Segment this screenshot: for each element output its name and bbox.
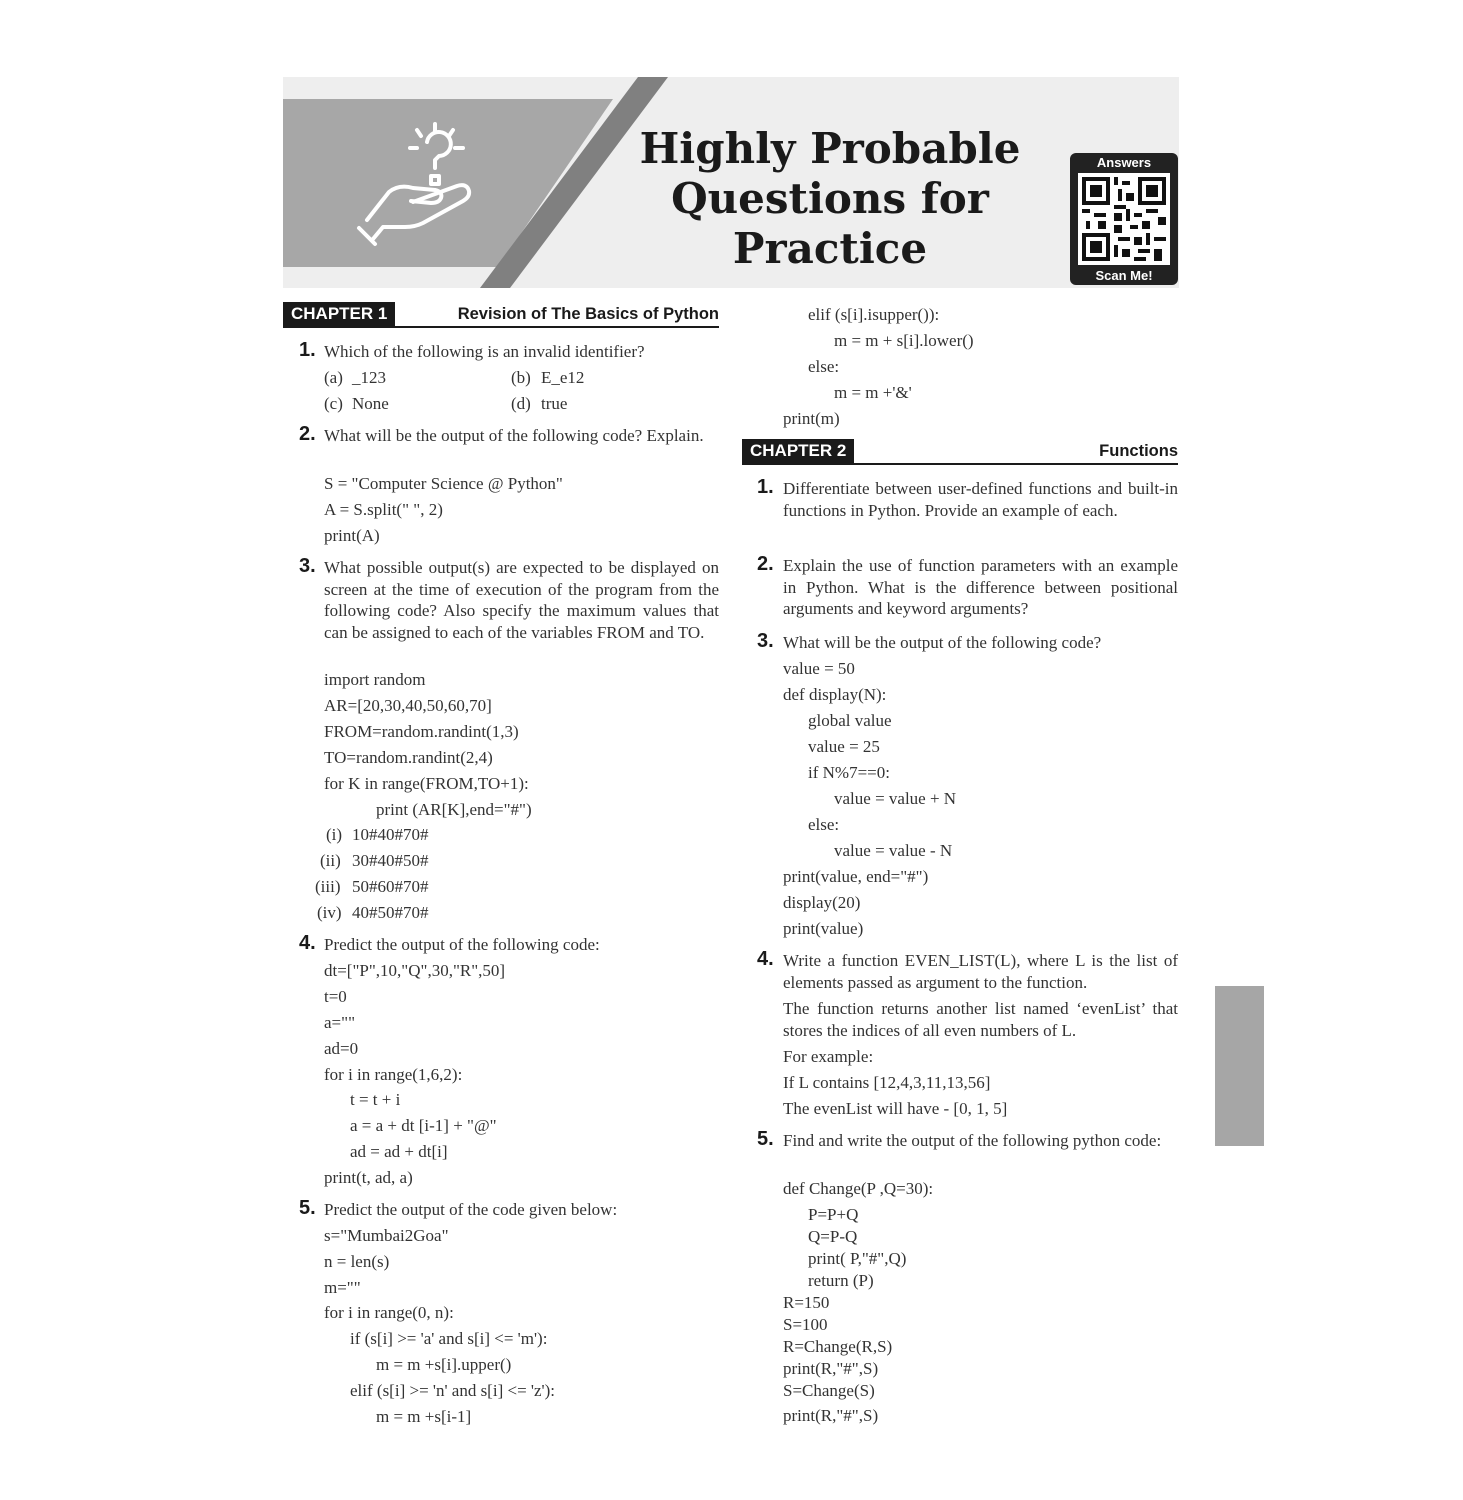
example-line: For example: — [783, 1047, 874, 1066]
code-line: print(A) — [324, 526, 380, 545]
code-line: a = a + dt [i-1] + "@" — [350, 1116, 497, 1135]
code-line: value = value + N — [834, 789, 957, 808]
question-text: Differentiate between user-defined functions and built-in functions in Python. Provide an example of each. — [783, 479, 1178, 520]
code-line: value = 50 — [783, 659, 855, 678]
code-line: for i in range(0, n): — [324, 1303, 454, 1322]
option-label: (b) — [511, 368, 531, 387]
code-line: if N%7==0: — [808, 763, 890, 782]
code-line: R=150 — [783, 1293, 830, 1312]
code-line: TO=random.randint(2,4) — [324, 748, 493, 767]
title-line-2: Questions for — [671, 174, 989, 223]
code-line: elif (s[i] >= 'n' and s[i] <= 'z'): — [350, 1381, 555, 1400]
code-line: print(m) — [783, 409, 840, 428]
question-text: Write a function EVEN_LIST(L), where L is the list of elements passed as argument to the function. — [783, 951, 1178, 992]
code-line: n = len(s) — [324, 1252, 390, 1271]
code-line: else: — [808, 815, 840, 834]
page-title — [620, 124, 1040, 274]
code-line: print(R,"#",S) — [783, 1359, 879, 1378]
option-text: _123 — [352, 368, 386, 387]
option-text: 30#40#50# — [352, 851, 429, 870]
code-line: global value — [808, 711, 892, 730]
code-line: for i in range(1,6,2): — [324, 1065, 463, 1084]
code-line: t = t + i — [350, 1090, 401, 1109]
option-label: (c) — [324, 394, 343, 413]
code-line: m = m +'&' — [834, 383, 912, 402]
qr-code-icon — [1078, 173, 1170, 265]
chapter-1-title: Revision of The Basics of Python — [457, 305, 719, 323]
code-line: a="" — [324, 1013, 356, 1032]
code-line: elif (s[i].isupper()): — [808, 305, 940, 324]
code-line: t=0 — [324, 987, 347, 1006]
code-line: for K in range(FROM,TO+1): — [324, 774, 529, 793]
chapter-1-rule — [283, 326, 719, 328]
question-number: 1. — [757, 476, 774, 498]
code-line: R=Change(R,S) — [783, 1337, 893, 1356]
code-line: import random — [324, 670, 426, 689]
question-number: 4. — [757, 948, 774, 970]
code-line: ad=0 — [324, 1039, 359, 1058]
option-text: None — [352, 394, 389, 413]
chapter-2-tag: CHAPTER 2 — [742, 439, 854, 463]
code-line: m="" — [324, 1278, 361, 1297]
option-label: (iv) — [317, 903, 342, 922]
code-line: P=P+Q — [808, 1205, 859, 1224]
code-line: print( P,"#",Q) — [808, 1249, 907, 1268]
option-label: (ii) — [320, 851, 341, 870]
code-line: S = "Computer Science @ Python" — [324, 474, 563, 493]
option-label: (d) — [511, 394, 531, 413]
code-line: S=Change(S) — [783, 1381, 875, 1400]
code-line: A = S.split(" ", 2) — [324, 500, 443, 519]
code-line: s="Mumbai2Goa" — [324, 1226, 449, 1245]
title-line-3: Practice — [732, 224, 928, 273]
question-text: Find and write the output of the following python code: — [783, 1131, 1162, 1150]
question-text: Explain the use of function parameters with an example in Python. What is the difference between positional arguments and keyword arguments? — [783, 556, 1178, 619]
question-number: 3. — [299, 555, 316, 577]
chapter-2-header — [742, 439, 1178, 463]
code-line: return (P) — [808, 1271, 874, 1290]
code-line: value = value - N — [834, 841, 953, 860]
question-text: Predict the output of the code given below: — [324, 1200, 618, 1219]
code-line: print (AR[K],end="#") — [376, 800, 532, 819]
option-text: 50#60#70# — [352, 877, 429, 896]
option-label: (iii) — [315, 877, 341, 896]
code-line: print(R,"#",S) — [783, 1406, 879, 1425]
code-line: print(value) — [783, 919, 864, 938]
code-line: else: — [808, 357, 840, 376]
code-line: ad = ad + dt[i] — [350, 1142, 448, 1161]
title-line-1: Highly Probable — [639, 124, 1021, 173]
question-number: 2. — [757, 553, 774, 575]
question-number: 1. — [299, 339, 316, 361]
chapter-2-rule — [742, 463, 1178, 465]
chapter-1-tag: CHAPTER 1 — [283, 302, 395, 326]
question-text-continued: The function returns another list named ‘evenList’ that stores the indices of all even numbers of L. — [783, 999, 1178, 1040]
hand-question-icon — [355, 120, 495, 250]
qr-bottom-label: Scan Me! — [1095, 268, 1153, 283]
example-line: The evenList will have - [0, 1, 5] — [783, 1099, 1008, 1118]
code-line: display(20) — [783, 893, 861, 912]
question-number: 3. — [757, 630, 774, 652]
code-line: def Change(P ,Q=30): — [783, 1179, 934, 1198]
question-number: 4. — [299, 932, 316, 954]
option-label: (i) — [326, 825, 343, 844]
question-text: What will be the output of the following code? Explain. — [324, 426, 704, 445]
code-line: S=100 — [783, 1315, 828, 1334]
example-line: If L contains [12,4,3,11,13,56] — [783, 1073, 991, 1092]
question-text: What possible output(s) are expected to be displayed on screen at the time of execution of the program from the following code? Also specify the maximum values that can be assigned to each of the variables FROM and TO. — [324, 558, 719, 643]
option-text: 10#40#70# — [352, 825, 429, 844]
code-line: FROM=random.randint(1,3) — [324, 722, 519, 741]
code-line: def display(N): — [783, 685, 887, 704]
code-line: value = 25 — [808, 737, 880, 756]
code-line: if (s[i] >= 'a' and s[i] <= 'm'): — [350, 1329, 548, 1348]
code-line: print(value, end="#") — [783, 867, 929, 886]
question-number: 5. — [299, 1197, 316, 1219]
option-text: E_e12 — [541, 368, 585, 387]
code-line: AR=[20,30,40,50,60,70] — [324, 696, 492, 715]
qr-top-label: Answers — [1096, 155, 1152, 170]
question-number: 2. — [299, 423, 316, 445]
code-line: m = m +s[i-1] — [376, 1407, 472, 1426]
code-line: Q=P-Q — [808, 1227, 858, 1246]
side-tab — [1215, 986, 1264, 1146]
code-line: print(t, ad, a) — [324, 1168, 413, 1187]
answers-qr-code — [1070, 153, 1178, 285]
question-text: Which of the following is an invalid identifier? — [324, 342, 645, 361]
option-text: 40#50#70# — [352, 903, 429, 922]
question-text: Predict the output of the following code: — [324, 935, 600, 954]
question-text: What will be the output of the following code? — [783, 633, 1102, 652]
code-line: dt=["P",10,"Q",30,"R",50] — [324, 961, 506, 980]
option-label: (a) — [324, 368, 343, 387]
question-number: 5. — [757, 1128, 774, 1150]
chapter-2-title: Functions — [1099, 442, 1178, 460]
chapter-1-header — [283, 302, 719, 326]
option-text: true — [541, 394, 568, 413]
code-line: m = m +s[i].upper() — [376, 1355, 512, 1374]
code-line: m = m + s[i].lower() — [834, 331, 974, 350]
